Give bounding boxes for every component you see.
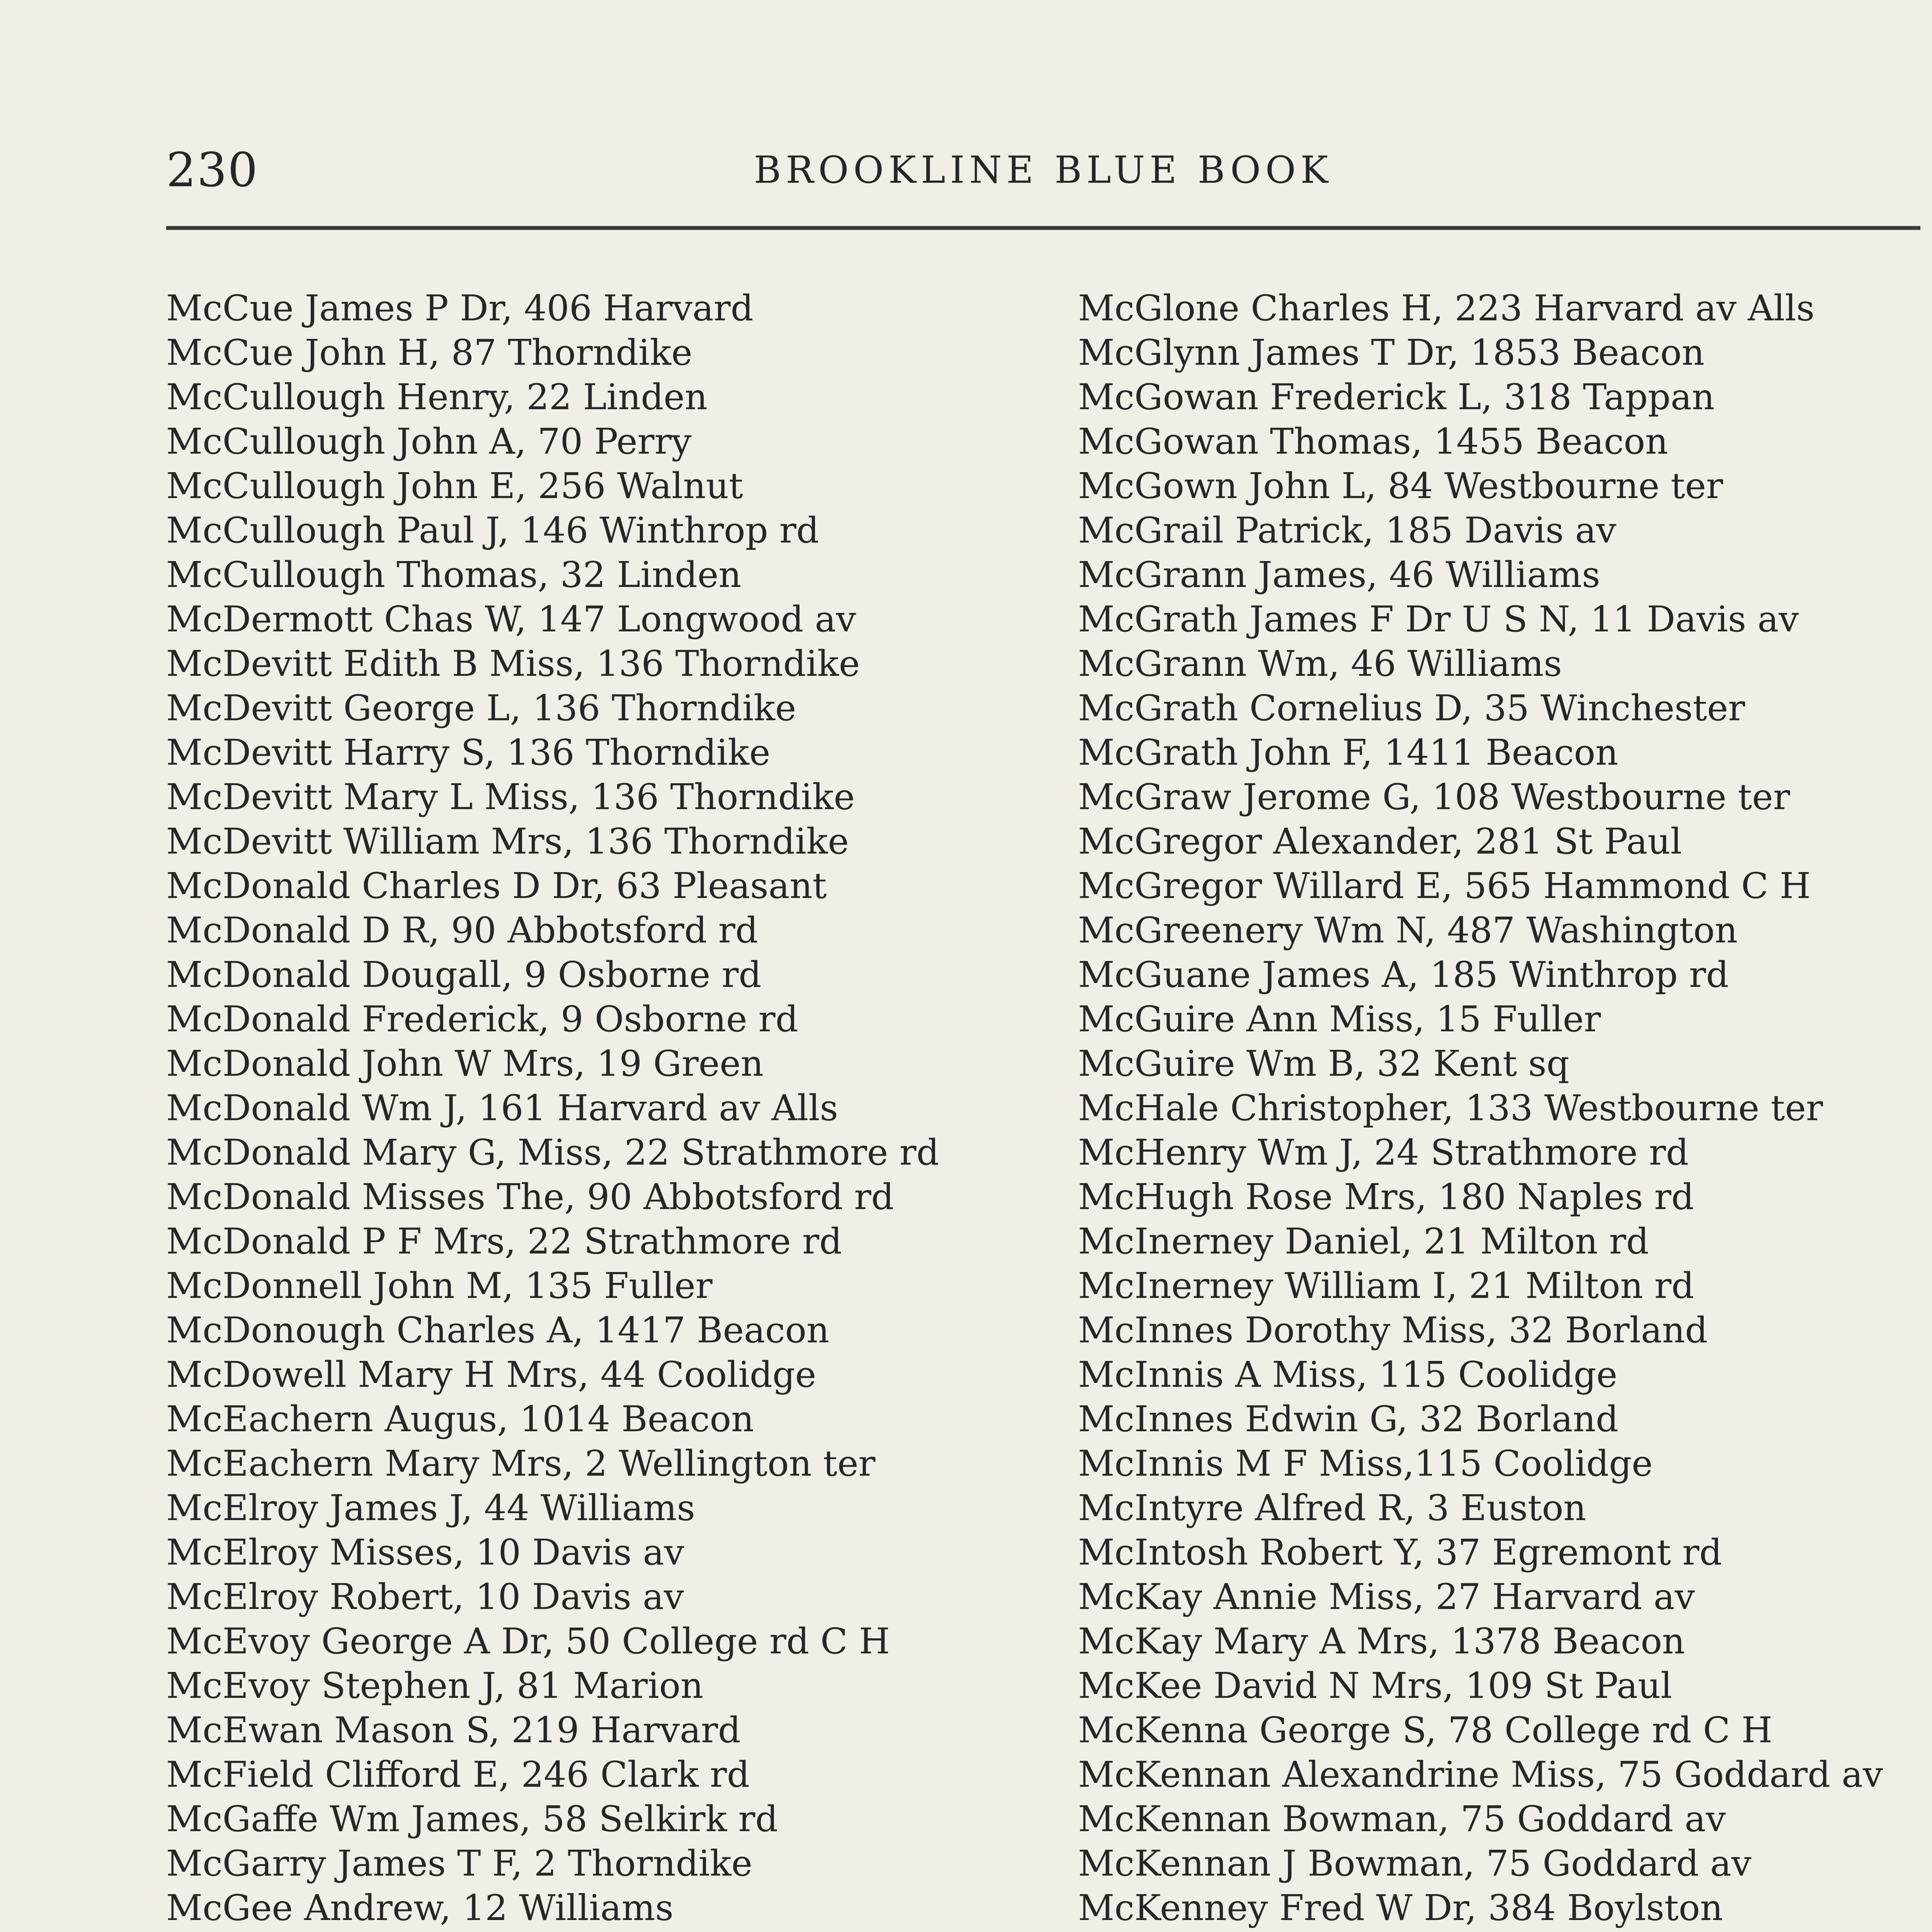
directory-entry: McGown John L, 84 Westbourne ter: [1078, 465, 1723, 507]
page-header: [166, 139, 1920, 201]
directory-entry: McDonald John W Mrs, 19 Green: [166, 1043, 764, 1084]
directory-entry: McKennan Alexandrine Miss, 75 Goddard av: [1078, 1754, 1883, 1795]
directory-entry: McGraw Jerome G, 108 Westbourne ter: [1078, 776, 1790, 818]
directory-entry: McGrann Wm, 46 Williams: [1078, 643, 1562, 684]
directory-entry: McKee David N Mrs, 109 St Paul: [1078, 1665, 1672, 1706]
directory-entry: McInnis M F Miss,115 Coolidge: [1078, 1443, 1653, 1484]
directory-entry: McHugh Rose Mrs, 180 Naples rd: [1078, 1176, 1694, 1218]
directory-entry: McDonald Misses The, 90 Abbotsford rd: [166, 1176, 894, 1218]
directory-entry: McGlynn James T Dr, 1853 Beacon: [1078, 332, 1705, 373]
directory-entry: [166, 1930, 1032, 1932]
header-rule: [166, 226, 1920, 230]
directory-entry: McCullough Paul J, 146 Winthrop rd: [166, 510, 819, 551]
directory-entry: McGlone Charles H, 223 Harvard av Alls: [1078, 287, 1815, 329]
directory-entry: McInerney Daniel, 21 Milton rd: [1078, 1221, 1649, 1262]
directory-entry: McGrail Patrick, 185 Davis av: [1078, 510, 1617, 551]
directory-entry: McElroy Robert, 10 Davis av: [166, 1576, 684, 1617]
directory-entry: McGarry James T F, 2 Thorndike: [166, 1843, 753, 1884]
directory-entry: McDowell Mary H Mrs, 44 Coolidge: [166, 1354, 816, 1395]
left-column: [166, 286, 1032, 1932]
directory-entry: McDevitt Harry S, 136 Thorndike: [166, 732, 770, 773]
directory-entry: McIntosh Robert Y, 37 Egremont rd: [1078, 1532, 1722, 1573]
directory-entry: McGuane James A, 185 Winthrop rd: [1078, 954, 1729, 995]
directory-entry: McDonald Wm J, 161 Harvard av Alls: [166, 1087, 838, 1129]
directory-entry: McDonald D R, 90 Abbotsford rd: [166, 910, 758, 951]
directory-entry: McCullough John E, 256 Walnut: [166, 465, 743, 507]
directory-entry: McEwan Mason S, 219 Harvard: [166, 1709, 741, 1751]
directory-entry: McGuire Ann Miss, 15 Fuller: [1078, 998, 1601, 1040]
directory-entry: McCue John H, 87 Thorndike: [166, 332, 692, 373]
directory-entry: McElroy Misses, 10 Davis av: [166, 1532, 684, 1573]
directory-entry: McCue James P Dr, 406 Harvard: [166, 287, 753, 329]
directory-entry: McEachern Augus, 1014 Beacon: [166, 1398, 754, 1440]
directory-entry: McDonough Charles A, 1417 Beacon: [166, 1310, 830, 1351]
directory-entry: McDevitt William Mrs, 136 Thorndike: [166, 821, 849, 862]
directory-entry: McGuire Wm B, 32 Kent sq: [1078, 1043, 1570, 1084]
directory-entry: McDevitt George L, 136 Thorndike: [166, 687, 796, 729]
directory-entry: McCullough Thomas, 32 Linden: [166, 554, 742, 595]
directory-entry: McKennan Bowman, 75 Goddard av: [1078, 1798, 1726, 1840]
directory-entry: McField Clifford E, 246 Clark rd: [166, 1754, 750, 1795]
directory-entry: McInnes Edwin G, 32 Borland: [1078, 1398, 1619, 1440]
directory-entry: McGaffe Wm James, 58 Selkirk rd: [166, 1798, 778, 1840]
directory-entry: McInnes Dorothy Miss, 32 Borland: [1078, 1310, 1708, 1351]
directory-entry: McKay Mary A Mrs, 1378 Beacon: [1078, 1621, 1685, 1662]
directory-entry: McElroy James J, 44 Williams: [166, 1487, 695, 1529]
directory-entry: McGreenery Wm N, 487 Washington: [1078, 910, 1738, 951]
running-head: BROOKLINE BLUE BOOK: [753, 148, 1333, 192]
directory-entry: McGee Andrew, 12 Williams: [166, 1887, 673, 1929]
page-number: 230: [166, 143, 259, 197]
directory-entry: McHenry Wm J, 24 Strathmore rd: [1078, 1132, 1689, 1173]
directory-entry: McIntyre Alfred R, 3 Euston: [1078, 1487, 1587, 1529]
directory-entry: McKenney Fred W Dr, 384 Boylston: [1078, 1887, 1723, 1929]
directory-entry: McHale Christopher, 133 Westbourne ter: [1078, 1087, 1823, 1129]
directory-entry: McCullough Henry, 22 Linden: [166, 376, 708, 418]
directory-entry: McDevitt Mary L Miss, 136 Thorndike: [166, 776, 855, 818]
directory-entry: McKennan J Bowman, 75 Goddard av: [1078, 1843, 1752, 1884]
directory-entry: McGowan Frederick L, 318 Tappan: [1078, 376, 1715, 418]
directory-entry: McInnis A Miss, 115 Coolidge: [1078, 1354, 1617, 1395]
directory-entry: McGrath John F, 1411 Beacon: [1078, 732, 1618, 773]
directory-entry: McEvoy George A Dr, 50 College rd C H: [166, 1621, 890, 1662]
directory-entry: McDonald Mary G, Miss, 22 Strathmore rd: [166, 1132, 939, 1173]
directory-entry: McInerney William I, 21 Milton rd: [1078, 1265, 1694, 1306]
directory-entry: McEvoy Stephen J, 81 Marion: [166, 1665, 704, 1706]
directory-entry: McGrann James, 46 Williams: [1078, 554, 1600, 595]
directory-entry: McCullough John A, 70 Perry: [166, 421, 692, 462]
directory-entry: McDermott Chas W, 147 Longwood av: [166, 599, 856, 640]
directory-entry: McKay Annie Miss, 27 Harvard av: [1078, 1576, 1695, 1617]
directory-entry: McGowan Thomas, 1455 Beacon: [1078, 421, 1668, 462]
directory-entry: [1078, 1930, 1932, 1932]
directory-entry: McGrath James F Dr U S N, 11 Davis av: [1078, 599, 1799, 640]
directory-entry: McDonald P F Mrs, 22 Strathmore rd: [166, 1221, 842, 1262]
right-column: [1078, 286, 1932, 1932]
directory-entry: McDonnell John M, 135 Fuller: [166, 1265, 713, 1306]
directory-entry: McGrath Cornelius D, 35 Winchester: [1078, 687, 1745, 729]
directory-entry: McDonald Frederick, 9 Osborne rd: [166, 998, 798, 1040]
directory-entry: McGregor Alexander, 281 St Paul: [1078, 821, 1682, 862]
directory-entry: McDevitt Edith B Miss, 136 Thorndike: [166, 643, 860, 684]
directory-entry: McEachern Mary Mrs, 2 Wellington ter: [166, 1443, 876, 1484]
directory-entry: McGregor Willard E, 565 Hammond C H: [1078, 865, 1811, 906]
directory-entry: McDonald Charles D Dr, 63 Pleasant: [166, 865, 827, 906]
directory-entry: McDonald Dougall, 9 Osborne rd: [166, 954, 762, 995]
directory-entry: McKenna George S, 78 College rd C H: [1078, 1709, 1773, 1751]
